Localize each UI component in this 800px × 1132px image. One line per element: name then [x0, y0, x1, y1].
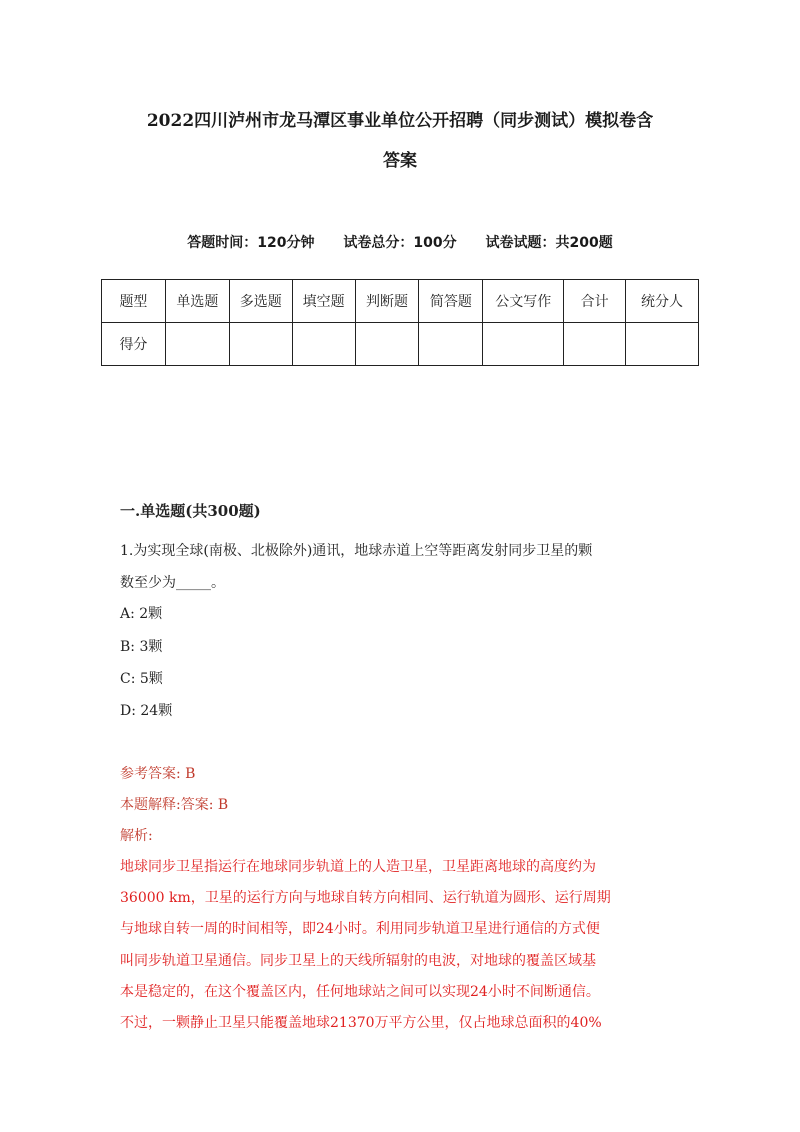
option-d: D: 24颗: [120, 703, 173, 719]
exam-time: 答题时间：120分钟: [187, 235, 315, 251]
exam-meta: [100, 232, 700, 252]
header-cell-fill-blank: 填空题: [292, 280, 355, 323]
score-cell: [419, 323, 483, 366]
analysis-line: 不过，一颗静止卫星只能覆盖地球21370万平方公里，仅占地球总面积的40%: [120, 1015, 602, 1031]
header-cell-grader: 统分人: [626, 280, 699, 323]
header-cell-type: 题型: [102, 280, 166, 323]
exam-total-score: 试卷总分：100分: [343, 235, 457, 251]
option-b: B: 3颗: [120, 639, 163, 655]
analysis-line: 本是稳定的，在这个覆盖区内，任何地球站之间可以实现24小时不间断通信。: [120, 984, 600, 1000]
row-label-score: 得分: [102, 323, 166, 366]
score-cell: [355, 323, 419, 366]
exam-question-count: 试卷试题：共200题: [485, 235, 613, 251]
header-cell-official-writing: 公文写作: [483, 280, 564, 323]
header-cell-short-answer: 简答题: [419, 280, 483, 323]
page-title-line-1: 2022四川泸州市龙马潭区事业单位公开招聘（同步测试）模拟卷含: [146, 111, 654, 131]
score-cell: [483, 323, 564, 366]
question-stem-line-1: 1.为实现全球(南极、北极除外)通讯，地球赤道上空等距离发射同步卫星的颗: [120, 543, 593, 559]
header-cell-single-choice: 单选题: [165, 280, 229, 323]
section-heading: 一.单选题(共300题): [120, 502, 261, 520]
option-c: C: 5颗: [120, 671, 163, 687]
option-a: A: 2颗: [120, 606, 163, 622]
reference-answer: 参考答案: B: [120, 766, 196, 782]
explanation-label: 本题解释:答案: B: [120, 797, 229, 813]
analysis-line: 与地球自转一周的时间相等，即24小时。利用同步轨道卫星进行通信的方式便: [120, 921, 600, 937]
page-title-line-2: 答案: [383, 151, 417, 171]
score-table-header-row: [102, 280, 699, 323]
score-table-score-row: [102, 323, 699, 366]
analysis-label: 解析:: [120, 828, 153, 844]
score-cell: [229, 323, 292, 366]
header-cell-total: 合计: [564, 280, 626, 323]
header-cell-true-false: 判断题: [355, 280, 419, 323]
analysis-line: 叫同步轨道卫星通信。同步卫星上的天线所辐射的电波，对地球的覆盖区域基: [120, 953, 596, 969]
header-cell-multiple-choice: 多选题: [229, 280, 292, 323]
question-stem-line-2: 数至少为_____。: [120, 575, 225, 591]
score-cell: [292, 323, 355, 366]
score-cell: [626, 323, 699, 366]
analysis-line: 地球同步卫星指运行在地球同步轨道上的人造卫星，卫星距离地球的高度约为: [120, 859, 596, 875]
analysis-line: 36000 km，卫星的运行方向与地球自转方向相同、运行轨道为圆形、运行周期: [120, 890, 611, 906]
score-table: [101, 279, 699, 366]
score-cell: [564, 323, 626, 366]
score-cell: [165, 323, 229, 366]
